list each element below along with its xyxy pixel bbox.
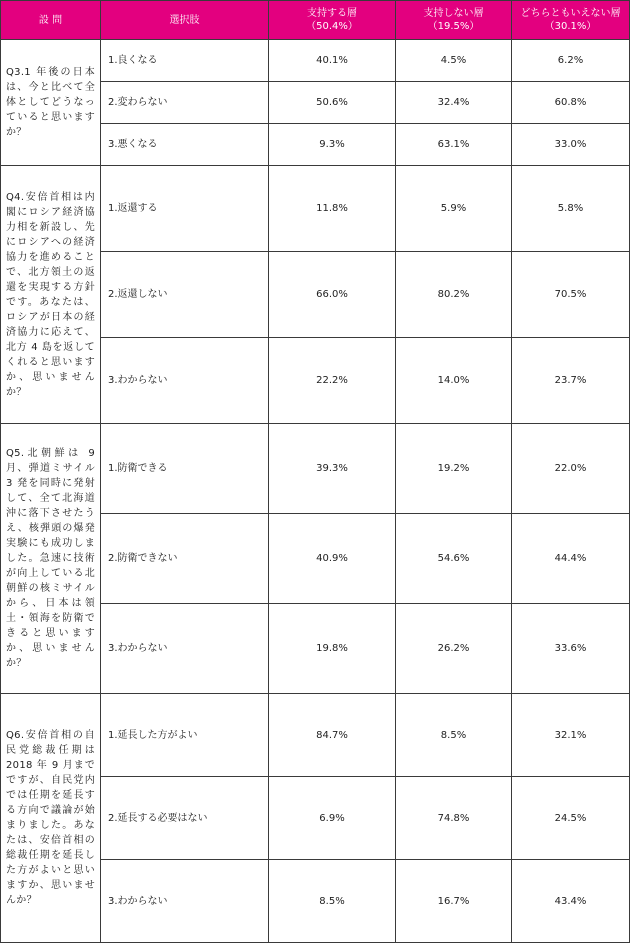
option-label: 3.わからない [101,604,269,694]
header-group-neutral [512,1,630,40]
table-row [1,166,630,252]
value-neutral: 24.5% [512,777,630,860]
group-name: 支持する層 [307,8,357,19]
option-label: 1.防衛できる [101,424,269,514]
header-group-support [269,1,396,40]
option-label: 1.返還する [101,166,269,252]
option-label: 2.変わらない [101,82,269,124]
option-label: 1.延長した方がよい [101,694,269,777]
value-support: 8.5% [269,860,396,943]
question-text: Q6.安倍首相の自民党総裁任期は 2018 年 9 月までですが、自民党内では任期を延長する方向で議論が始まりました。あなたは、安倍首相の総裁任期を延長した方がよいと思いますか、思いませんか？ [1,694,101,943]
value-neutral: 32.1% [512,694,630,777]
value-support: 19.8% [269,604,396,694]
option-label: 3.悪くなる [101,124,269,166]
value-support: 9.3% [269,124,396,166]
value-neutral: 70.5% [512,252,630,338]
value-support: 40.1% [269,40,396,82]
group-name: 支持しない層 [423,8,484,19]
value-neutral: 5.8% [512,166,630,252]
value-neutral: 33.6% [512,604,630,694]
value-support: 11.8% [269,166,396,252]
question-text: Q4.安倍首相は内閣にロシア経済協力相を新設し、先にロシアへの経済協力を進めることで、北方領土の返還を実現する方針です。あなたは、ロシアが日本の経済協力に応えて、北方 4 島を返してくれると思いますか、思いませんか？ [1,166,101,424]
group-share: （50.4%） [306,21,358,32]
option-label: 2.延長する必要はない [101,777,269,860]
value-neutral: 60.8% [512,82,630,124]
table-row [1,40,630,82]
value-support: 84.7% [269,694,396,777]
value-nonsupport: 74.8% [396,777,512,860]
value-nonsupport: 8.5% [396,694,512,777]
value-neutral: 44.4% [512,514,630,604]
value-nonsupport: 80.2% [396,252,512,338]
value-nonsupport: 63.1% [396,124,512,166]
value-nonsupport: 4.5% [396,40,512,82]
option-label: 3.わからない [101,860,269,943]
value-support: 6.9% [269,777,396,860]
question-text: Q5.北朝鮮は 9 月、弾道ミサイル 3 発を同時に発射して、全て北海道沖に落下させたうえ、核弾頭の爆発実験にも成功しました。急速に技術が向上している北朝鮮の核ミサイルから、日本は領土・領海を防衛できると思いますか、思いませんか？ [1,424,101,694]
option-label: 2.返還しない [101,252,269,338]
header-group-nonsupport [396,1,512,40]
value-neutral: 23.7% [512,338,630,424]
group-name: どちらともいえない層 [520,8,621,19]
value-nonsupport: 26.2% [396,604,512,694]
header-row [1,1,630,40]
option-label: 1.良くなる [101,40,269,82]
header-question: 設 問 [1,1,101,40]
value-neutral: 6.2% [512,40,630,82]
group-share: （30.1%） [544,21,597,32]
value-nonsupport: 14.0% [396,338,512,424]
value-nonsupport: 5.9% [396,166,512,252]
table-row [1,424,630,514]
group-share: （19.5%） [427,21,480,32]
value-nonsupport: 19.2% [396,424,512,514]
value-support: 66.0% [269,252,396,338]
value-support: 39.3% [269,424,396,514]
value-support: 50.6% [269,82,396,124]
value-nonsupport: 16.7% [396,860,512,943]
table-row [1,694,630,777]
option-label: 2.防衛できない [101,514,269,604]
header-option: 選択肢 [101,1,269,40]
value-neutral: 43.4% [512,860,630,943]
question-text: Q3.1 年後の日本は、今と比べて全体としてどうなっていると思いますか？ [1,40,101,166]
value-neutral: 22.0% [512,424,630,514]
value-nonsupport: 54.6% [396,514,512,604]
option-label: 3.わからない [101,338,269,424]
value-support: 40.9% [269,514,396,604]
value-nonsupport: 32.4% [396,82,512,124]
value-neutral: 33.0% [512,124,630,166]
value-support: 22.2% [269,338,396,424]
